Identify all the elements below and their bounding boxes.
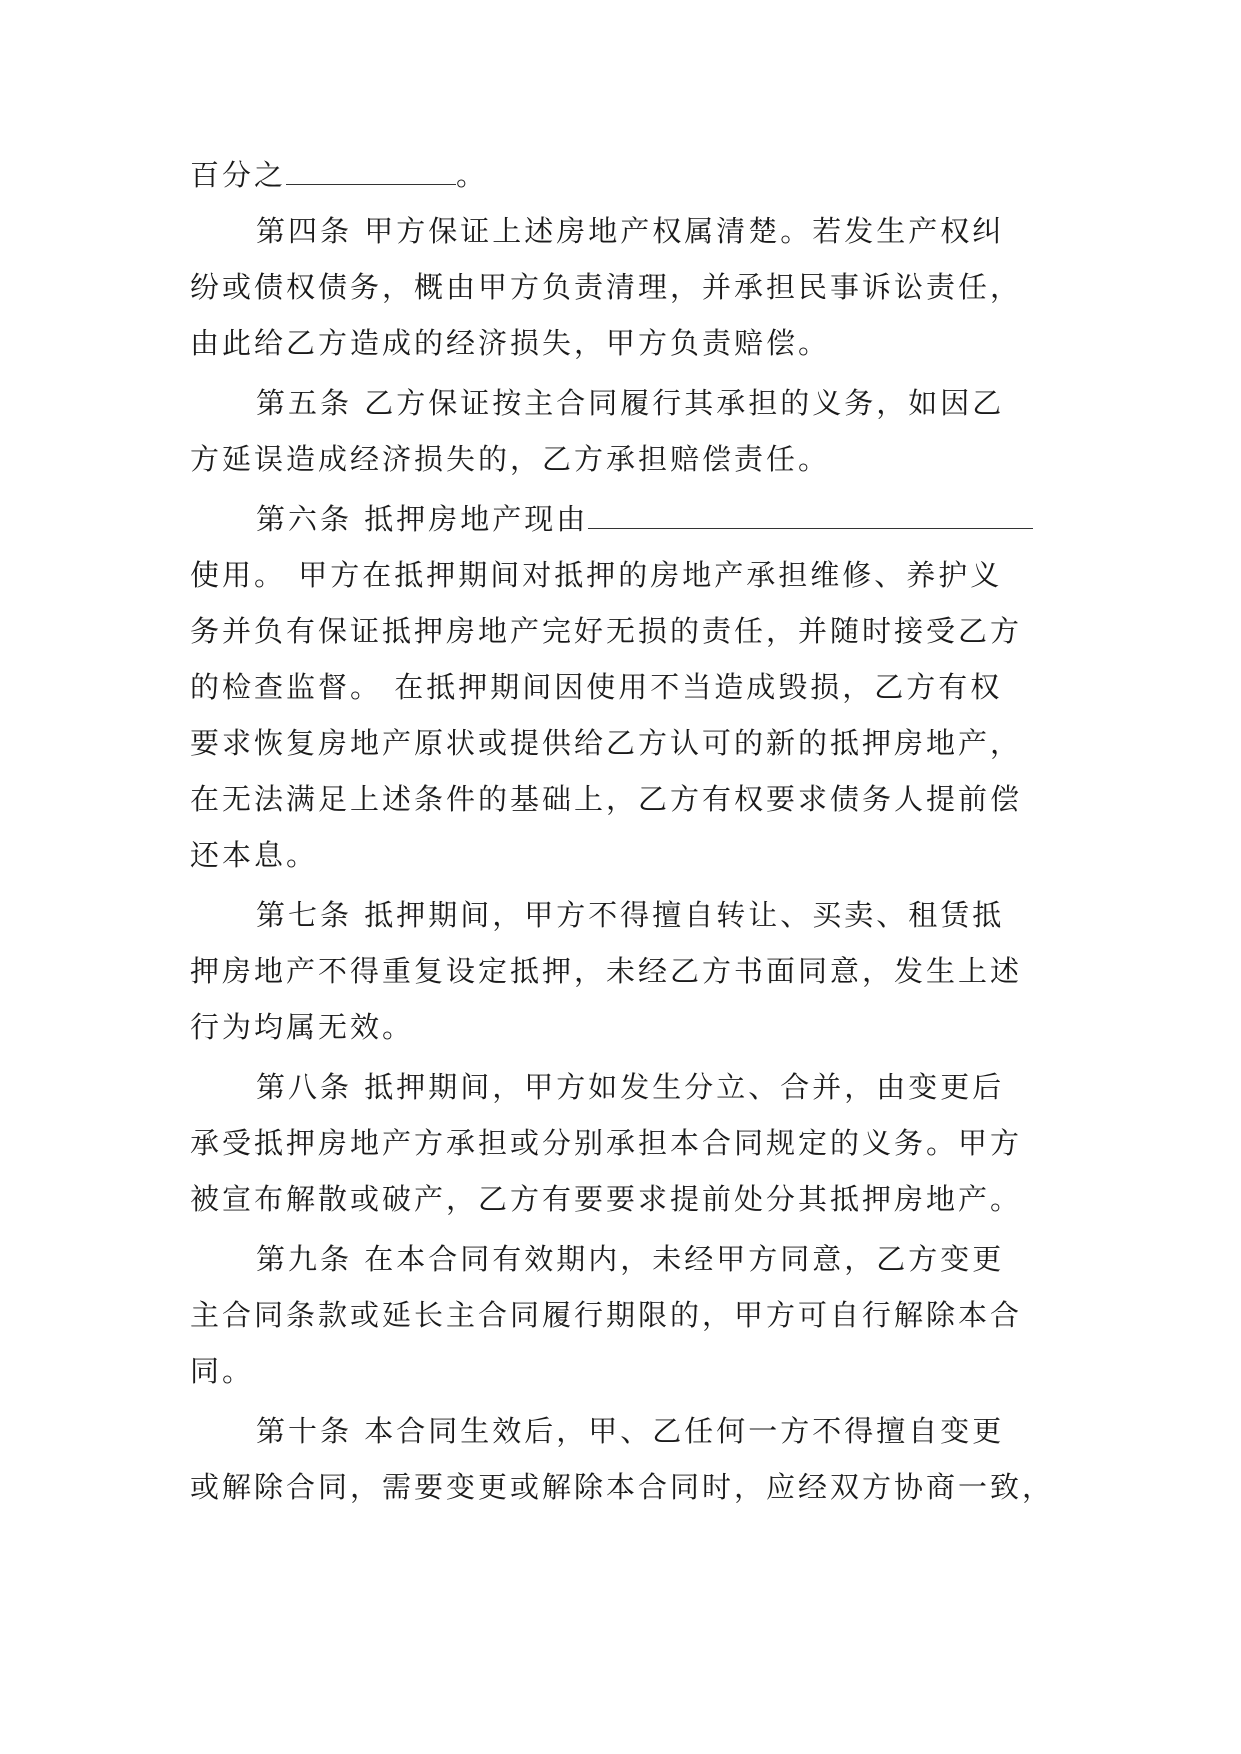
text-line: 的检查监督。 在抵押期间因使用不当造成毁损，乙方有权 [190, 670, 1003, 704]
text-line: 使用。 甲方在抵押期间对抵押的房地产承担维修、养护义 [190, 558, 1003, 592]
text-line: 押房地产不得重复设定抵押，未经乙方书面同意，发生上述 [190, 954, 1023, 988]
text-line: 由此给乙方造成的经济损失，甲方负责赔偿。 [190, 326, 831, 360]
fill-in-blank [588, 506, 1033, 529]
text-line: 或解除合同，需要变更或解除本合同时，应经双方协商一致， [190, 1470, 1055, 1504]
text-line: 务并负有保证抵押房地产完好无损的责任，并随时接受乙方 [190, 614, 1023, 648]
text-line: 行为均属无效。 [190, 1010, 415, 1044]
article-8-line: 第八条 抵押期间，甲方如发生分立、合并，由变更后 [256, 1070, 1005, 1104]
article-10-line: 第十条 本合同生效后，甲、乙任何一方不得擅自变更 [256, 1414, 1005, 1448]
article-6-line [190, 504, 1050, 534]
line-text: 。 [456, 158, 489, 192]
text-line: 纷或债权债务，概由甲方负责清理，并承担民事诉讼责任， [190, 270, 1023, 304]
text-line [190, 160, 1050, 190]
article-7-line: 第七条 抵押期间，甲方不得擅自转让、买卖、租赁抵 [256, 898, 1005, 932]
article-4-line: 第四条 甲方保证上述房地产权属清楚。若发生产权纠 [256, 214, 1005, 248]
text-line: 同。 [190, 1354, 255, 1388]
text-line: 方延误造成经济损失的，乙方承担赔偿责任。 [190, 442, 831, 476]
article-5-line: 第五条 乙方保证按主合同履行其承担的义务，如因乙 [256, 386, 1005, 420]
fill-in-blank [286, 162, 456, 185]
text-line: 要求恢复房地产原状或提供给乙方认可的新的抵押房地产， [190, 726, 1023, 760]
contract-body [190, 158, 1055, 1528]
text-line: 被宣布解散或破产，乙方有要要求提前处分其抵押房地产。 [190, 1182, 1023, 1216]
text-line: 在无法满足上述条件的基础上，乙方有权要求债务人提前偿 [190, 782, 1023, 816]
text-line: 承受抵押房地产方承担或分别承担本合同规定的义务。甲方 [190, 1126, 1023, 1160]
text-line: 主合同条款或延长主合同履行期限的，甲方可自行解除本合 [190, 1298, 1023, 1332]
line-text: 第六条 抵押房地产现由 [256, 502, 589, 536]
text-line: 还本息。 [190, 838, 319, 872]
article-9-line: 第九条 在本合同有效期内，未经甲方同意，乙方变更 [256, 1242, 1005, 1276]
line-text: 百分之 [190, 158, 287, 192]
